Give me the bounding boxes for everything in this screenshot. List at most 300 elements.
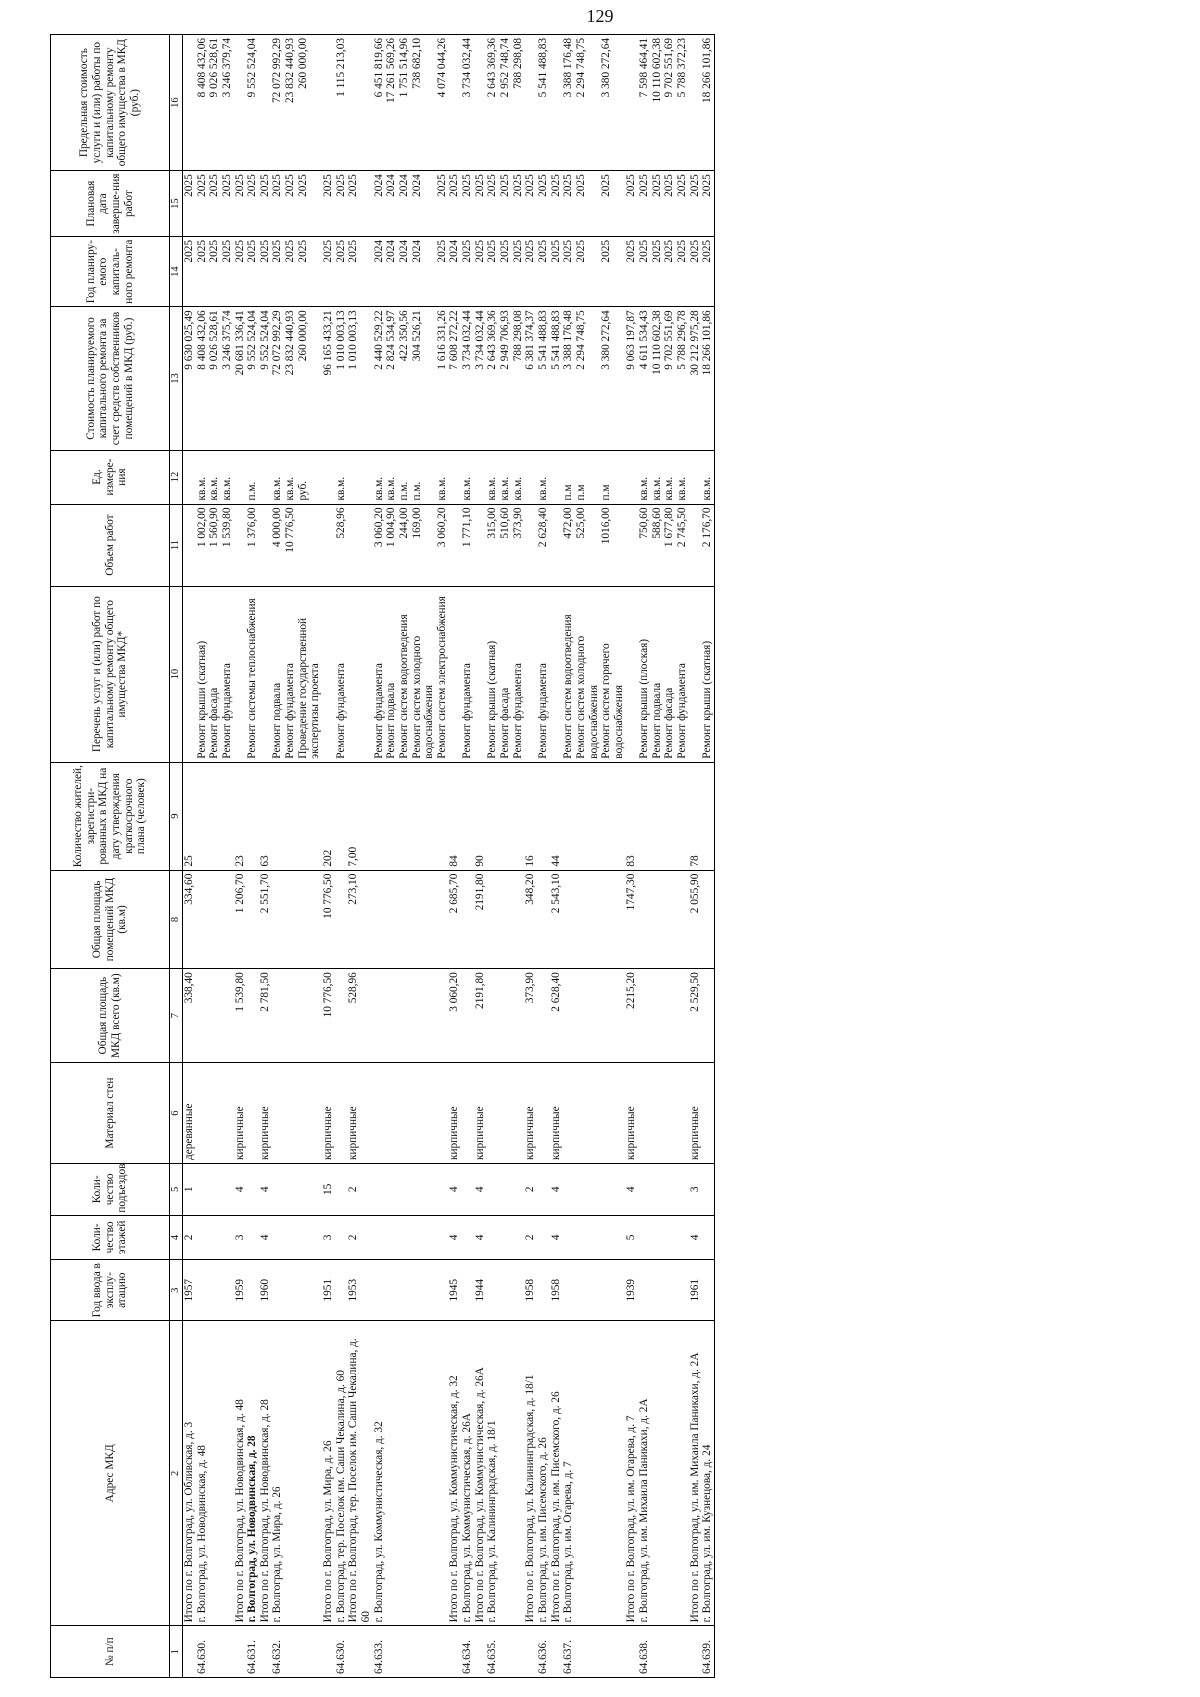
cell-col-12 [234,450,247,504]
cell-col-3: 1958 [524,1260,537,1321]
column-header-5: Коли-чество подъездов [51,1164,170,1216]
cell-col-16 [625,35,638,171]
cell-col-10: Ремонт фундамента [221,586,234,762]
cell-col-3 [221,1260,234,1321]
cell-col-11: 315,00 [486,504,499,586]
cell-col-2: г. Волгоград, ул. им. Кузнецова, д. 24 [701,1321,714,1626]
cell-col-15: 2025 [436,171,449,237]
cell-col-7 [411,969,436,1063]
cell-col-10: Ремонт систем электроснабжения [436,586,449,762]
cell-col-12: п.м. [411,450,436,504]
cell-col-14: 2024 [385,236,398,306]
cell-col-13: 4 611 534,43 [638,307,651,450]
cell-col-14: 2025 [663,236,676,306]
cell-col-1 [689,1626,702,1678]
cell-col-5 [271,1164,284,1216]
cell-col-7 [537,969,550,1063]
cell-col-8: 2 551,70 [259,870,272,969]
table-row [246,35,259,1678]
cell-col-3 [461,1260,474,1321]
cell-col-15: 2025 [221,171,234,237]
cell-col-2 [436,1321,449,1626]
cell-col-2: Итого по г. Волгоград, тер. Поселок им. Саши Чекалина, д. 60 [347,1321,372,1626]
cell-col-14: 2025 [575,236,600,306]
cell-col-10: Ремонт систем водоотведения [562,586,575,762]
cell-col-3: 1957 [183,1260,196,1321]
cell-col-8 [676,870,689,969]
cell-col-9 [335,762,348,870]
cell-col-11: 1 002,00 [196,504,209,586]
cell-col-8: 2 685,70 [448,870,461,969]
cell-col-9: 16 [524,762,537,870]
cell-col-8 [638,870,651,969]
cell-col-15: 2025 [196,171,209,237]
cell-col-14: 2025 [335,236,348,306]
cell-col-2 [297,1321,322,1626]
cell-col-8 [600,870,625,969]
cell-col-8 [271,870,284,969]
cell-col-1 [208,1626,221,1678]
cell-col-5: 2 [347,1164,372,1216]
cell-col-3 [373,1260,386,1321]
cell-col-10: Ремонт фундамента [373,586,386,762]
column-number-1: 1 [170,1626,183,1678]
cell-col-10 [322,586,335,762]
cell-col-16: 260 000,00 [297,35,322,171]
cell-col-14: 2025 [271,236,284,306]
column-header-3: Год ввода в эксплу-атацию [51,1260,170,1321]
cell-col-4 [676,1215,689,1260]
cell-col-2 [663,1321,676,1626]
table-row [663,35,676,1678]
cell-col-7: 1 539,80 [234,969,247,1063]
cell-col-11: 169,00 [411,504,436,586]
cell-col-1 [575,1626,600,1678]
cell-col-13: 3 388 176,48 [562,307,575,450]
column-header-2: Адрес МКД [51,1321,170,1626]
cell-col-12: кв.м. [373,450,386,504]
cell-col-7 [436,969,449,1063]
cell-col-9: 25 [183,762,196,870]
cell-col-13: 23 832 440,93 [284,307,297,450]
cell-col-12: п.м [562,450,575,504]
cell-col-10 [234,586,247,762]
cell-col-16: 9 026 528,61 [208,35,221,171]
cell-col-14: 2025 [512,236,525,306]
cell-col-3 [284,1260,297,1321]
cell-col-4 [499,1215,512,1260]
cell-col-8 [701,870,714,969]
cell-col-4 [196,1215,209,1260]
cell-col-1 [297,1626,322,1678]
cell-col-5: 4 [259,1164,272,1216]
cell-col-5 [701,1164,714,1216]
cell-col-7 [271,969,284,1063]
cell-col-13: 2 643 369,36 [486,307,499,450]
cell-col-3: 1953 [347,1260,372,1321]
cell-col-15: 2025 [183,171,196,237]
cell-col-6: кирпичные [347,1063,372,1164]
cell-col-16 [474,35,487,171]
total-row [448,35,461,1678]
cell-col-9 [663,762,676,870]
cell-col-9 [537,762,550,870]
cell-col-12 [524,450,537,504]
table-row [461,35,474,1678]
cell-col-8 [297,870,322,969]
cell-col-1 [322,1626,335,1678]
column-number-13: 13 [170,307,183,450]
cell-col-9: 202 [322,762,335,870]
cell-col-7: 528,96 [347,969,372,1063]
cell-col-13: 788 298,08 [512,307,525,450]
table-row [221,35,234,1678]
cell-col-6: кирпичные [474,1063,487,1164]
cell-col-15: 2025 [575,171,600,237]
cell-col-10 [524,586,537,762]
cell-col-2: Итого по г. Волгоград, ул. Обливская, д. 3 [183,1321,196,1626]
cell-col-6 [512,1063,525,1164]
cell-col-5 [651,1164,664,1216]
cell-col-7 [663,969,676,1063]
cell-col-12: п.м. [246,450,259,504]
cell-col-10: Ремонт фундамента [461,586,474,762]
cell-col-4 [246,1215,259,1260]
cell-col-8 [663,870,676,969]
cell-col-11 [322,504,335,586]
column-number-row [170,35,183,1678]
rotated-sheet [50,34,1150,1678]
cell-col-16: 3 380 272,64 [600,35,625,171]
cell-col-9 [701,762,714,870]
cell-col-8 [499,870,512,969]
cell-col-8 [436,870,449,969]
cell-col-10: Ремонт подвала [651,586,664,762]
cell-col-10: Ремонт фасада [208,586,221,762]
cell-col-15: 2025 [246,171,259,237]
cell-col-2 [499,1321,512,1626]
cell-col-5 [676,1164,689,1216]
cell-col-4 [701,1215,714,1260]
cell-col-11 [448,504,461,586]
cell-col-16 [550,35,563,171]
cell-col-5 [499,1164,512,1216]
cell-col-14: 2025 [347,236,372,306]
cell-col-9: 23 [234,762,247,870]
column-header-14: Год планиру-емого капиталь-ного ремонта [51,236,170,306]
cell-col-8 [208,870,221,969]
cell-col-1 [259,1626,272,1678]
total-row [234,35,247,1678]
cell-col-8 [196,870,209,969]
total-row [550,35,563,1678]
cell-col-13: 20 681 336,41 [234,307,247,450]
cell-col-8: 2 055,90 [689,870,702,969]
cell-col-10 [550,586,563,762]
cell-col-5 [284,1164,297,1216]
cell-col-8 [284,870,297,969]
cell-col-1 [474,1626,487,1678]
cell-col-7: 2 628,40 [550,969,563,1063]
total-row [524,35,537,1678]
cell-col-9 [385,762,398,870]
cell-col-2: Итого по г. Волгоград, ул. Новодвинская, д. 28 [259,1321,272,1626]
cell-col-4: 4 [689,1215,702,1260]
cell-col-15: 2025 [651,171,664,237]
cell-col-2: Итого по г. Волгоград, ул. им. Михаила Паникахи, д. 2А [689,1321,702,1626]
cell-col-11: 3 060,20 [436,504,449,586]
cell-col-13: 5 788 296,78 [676,307,689,450]
cell-col-15: 2025 [461,171,474,237]
cell-col-14: 2025 [474,236,487,306]
cell-col-11: 373,90 [512,504,525,586]
cell-col-4 [297,1215,322,1260]
cell-col-1: 64.635. [486,1626,499,1678]
cell-col-4 [562,1215,575,1260]
cell-col-15: 2024 [398,171,411,237]
cell-col-12 [474,450,487,504]
cell-col-11: 510,60 [499,504,512,586]
cell-col-5: 15 [322,1164,335,1216]
cell-col-4: 3 [322,1215,335,1260]
cell-col-10: Ремонт систем горячего водоснабжения [600,586,625,762]
cell-col-2: Итого по г. Волгоград, ул. Калининградская, д. 18/1 [524,1321,537,1626]
cell-col-11: 1 376,00 [246,504,259,586]
cell-col-10: Ремонт систем водоотведения [398,586,411,762]
page-number: 129 [586,6,614,26]
cell-col-16: 5 788 372,23 [676,35,689,171]
cell-col-4: 3 [234,1215,247,1260]
cell-col-5: 4 [474,1164,487,1216]
cell-col-6 [271,1063,284,1164]
column-number-16: 16 [170,35,183,171]
cell-col-8: 2 543,10 [550,870,563,969]
cell-col-13: 9 630 025,49 [183,307,196,450]
cell-col-13: 1 616 331,26 [436,307,449,450]
cell-col-6 [373,1063,386,1164]
cell-col-13: 422 350,56 [398,307,411,450]
cell-col-3: 1951 [322,1260,335,1321]
column-header-10: Перечень услуг и (или) работ по капитальному ремонту общего имущества МКД* [51,586,170,762]
cell-col-5 [461,1164,474,1216]
total-row [689,35,702,1678]
cell-col-14: 2025 [537,236,550,306]
cell-col-3: 1961 [689,1260,702,1321]
cell-col-1 [347,1626,372,1678]
cell-col-1 [663,1626,676,1678]
cell-col-14: 2024 [398,236,411,306]
cell-col-15: 2025 [208,171,221,237]
cell-col-11: 1016,00 [600,504,625,586]
column-header-16: Предельная стоимость услуги и (или) работы по капитальному ремонту общего имущества в МКД (руб.) [51,35,170,171]
table-row [486,35,499,1678]
cell-col-4 [638,1215,651,1260]
cell-col-16: 7 598 464,41 [638,35,651,171]
cell-col-5 [385,1164,398,1216]
total-row [347,35,372,1678]
cell-col-11: 10 776,50 [284,504,297,586]
cell-col-13: 1 010 003,13 [335,307,348,450]
cell-col-16 [689,35,702,171]
cell-col-15: 2024 [411,171,436,237]
cell-col-3 [436,1260,449,1321]
cell-col-14: 2025 [651,236,664,306]
cell-col-11: 1 677,80 [663,504,676,586]
cell-col-6 [701,1063,714,1164]
cell-col-3 [499,1260,512,1321]
cell-col-14: 2025 [689,236,702,306]
cell-col-1: 64.633. [373,1626,386,1678]
cell-col-4 [411,1215,436,1260]
cell-col-10: Ремонт подвала [385,586,398,762]
table-row [208,35,221,1678]
cell-col-5 [208,1164,221,1216]
cell-col-7 [385,969,398,1063]
cell-col-14: 2025 [600,236,625,306]
column-number-14: 14 [170,236,183,306]
cell-col-1 [600,1626,625,1678]
cell-col-1: 64.637. [562,1626,575,1678]
cell-col-4 [600,1215,625,1260]
cell-col-14: 2025 [638,236,651,306]
cell-col-16: 72 072 992,29 [271,35,284,171]
cell-col-6 [600,1063,625,1164]
cell-col-6 [436,1063,449,1164]
cell-col-6 [663,1063,676,1164]
cell-col-7: 2 529,50 [689,969,702,1063]
cell-col-7 [221,969,234,1063]
column-header-13: Стоимость планируемого капитального ремонта за счет средств собственников помещений в МКД (руб.) [51,307,170,450]
cell-col-12 [550,450,563,504]
cell-col-5 [373,1164,386,1216]
cell-col-8: 273,10 [347,870,372,969]
cell-col-15: 2025 [271,171,284,237]
cell-col-6: кирпичные [524,1063,537,1164]
cell-col-8: 10 776,50 [322,870,335,969]
cell-col-4 [512,1215,525,1260]
cell-col-1: 64.630. [196,1626,209,1678]
cell-col-2 [385,1321,398,1626]
cell-col-1 [550,1626,563,1678]
cell-col-10 [259,586,272,762]
cell-col-6 [676,1063,689,1164]
cell-col-3 [196,1260,209,1321]
cell-col-3 [208,1260,221,1321]
cell-col-12: п.м [575,450,600,504]
cell-col-7: 373,90 [524,969,537,1063]
cell-col-11 [550,504,563,586]
cell-col-2: Итого по г. Волгоград, ул. им. Огарева, д. 7 [625,1321,638,1626]
table-row [436,35,449,1678]
cell-col-5 [335,1164,348,1216]
cell-col-11: 3 060,20 [373,504,386,586]
cell-col-13: 2 440 529,22 [373,307,386,450]
cell-col-16: 1 115 213,03 [335,35,348,171]
cell-col-15: 2024 [385,171,398,237]
cell-col-12: кв.м. [638,450,651,504]
cell-col-15: 2025 [689,171,702,237]
cell-col-6 [246,1063,259,1164]
cell-col-8 [411,870,436,969]
cell-col-7 [638,969,651,1063]
column-number-8: 8 [170,870,183,969]
cell-col-13: 260 000,00 [297,307,322,450]
cell-col-16: 2 294 748,75 [575,35,600,171]
cell-col-16: 18 266 101,86 [701,35,714,171]
cell-col-6 [651,1063,664,1164]
cell-col-2 [651,1321,664,1626]
cell-col-14: 2025 [550,236,563,306]
cell-col-3 [600,1260,625,1321]
cell-col-3 [271,1260,284,1321]
cell-col-2: г. Волгоград, ул. Новодвинская, д. 48 [196,1321,209,1626]
cell-col-10: Ремонт системы теплоснабжения [246,586,259,762]
cell-col-2: г. Волгоград, ул. им. Огарева, д. 7 [562,1321,575,1626]
cell-col-10: Ремонт фундамента [676,586,689,762]
cell-col-9 [499,762,512,870]
cell-col-15: 2025 [663,171,676,237]
cell-col-1: 64.638. [638,1626,651,1678]
cell-col-4 [385,1215,398,1260]
cell-col-3: 1944 [474,1260,487,1321]
cell-col-14: 2025 [499,236,512,306]
header-row [51,35,170,1678]
cell-col-11: 2 628,40 [537,504,550,586]
cell-col-1 [398,1626,411,1678]
cell-col-6: кирпичные [689,1063,702,1164]
cell-col-15: 2025 [537,171,550,237]
cell-col-14: 2025 [196,236,209,306]
cell-col-5 [575,1164,600,1216]
cell-col-8: 348,20 [524,870,537,969]
cell-col-13: 3 734 032,44 [461,307,474,450]
cell-col-12: кв.м. [208,450,221,504]
cell-col-14: 2025 [625,236,638,306]
cell-col-13: 2 294 748,75 [575,307,600,450]
cell-col-2 [284,1321,297,1626]
cell-col-2: г. Волгоград, ул. Калининградская, д. 18/1 [486,1321,499,1626]
cell-col-8 [651,870,664,969]
cell-col-13: 5 541 488,83 [550,307,563,450]
cell-col-6: кирпичные [322,1063,335,1164]
cell-col-7 [335,969,348,1063]
cell-col-12: кв.м. [663,450,676,504]
cell-col-1: 64.632. [271,1626,284,1678]
cell-col-5 [512,1164,525,1216]
cell-col-15: 2025 [625,171,638,237]
cell-col-16: 2 643 369,36 [486,35,499,171]
cell-col-7 [208,969,221,1063]
total-row [259,35,272,1678]
cell-col-3: 1959 [234,1260,247,1321]
cell-col-7: 2215,20 [625,969,638,1063]
cell-col-10: Ремонт фундамента [284,586,297,762]
table-body [183,35,715,1678]
cell-col-4 [208,1215,221,1260]
cell-col-16 [234,35,247,171]
cell-col-1 [676,1626,689,1678]
cell-col-16: 2 952 748,74 [499,35,512,171]
cell-col-5 [196,1164,209,1216]
cell-col-6 [208,1063,221,1164]
cell-col-16: 9 702 551,69 [663,35,676,171]
cell-col-8 [335,870,348,969]
cell-col-12 [448,450,461,504]
cell-col-11: 750,60 [638,504,651,586]
cell-col-15: 2024 [373,171,386,237]
cell-col-3 [701,1260,714,1321]
cell-col-9 [575,762,600,870]
